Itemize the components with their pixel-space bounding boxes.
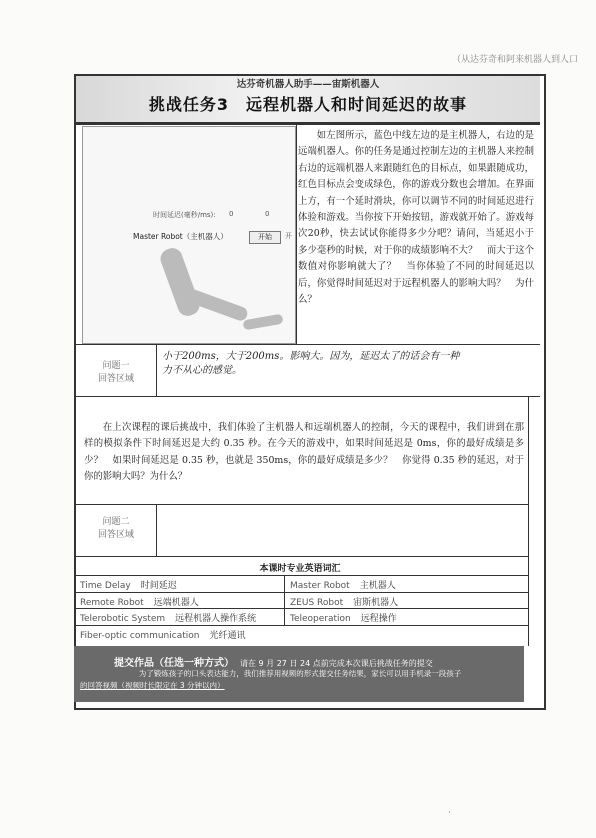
master-robot-label: Master Robot（主机器人） <box>133 232 228 241</box>
divider <box>76 592 528 593</box>
scan-speck: · <box>448 808 451 818</box>
submission-note-2 <box>80 680 225 691</box>
vocab-item <box>80 578 177 591</box>
vocab-chinese: 主机器人 <box>359 581 396 591</box>
game-screenshot <box>82 126 296 344</box>
submission-banner <box>74 646 524 702</box>
title-banner <box>76 76 540 124</box>
vocab-item <box>290 611 397 624</box>
divider <box>284 575 285 625</box>
question1-answer-line2: 力不从心的感觉。 <box>162 365 242 376</box>
vocab-chinese: 远程操作 <box>360 614 397 624</box>
question1-label-line1: 问题一 <box>102 361 130 371</box>
second-paragraph: 在上次课程的课后挑战中，我们体验了主机器人和远端机器人的控制，今天的课程中，我们讲到在那样的模拟条件下时间延迟是大约 0.35 秒。在今天的游戏中，如果时间延迟是 0ms，你的最好成绩是多少？ 如果时间延迟是 0.35 秒，也就是 350ms，你的最好成绩是多少？ 你觉得 0.35 秒的延迟，对于你的影响大吗？为什么？ <box>84 422 524 483</box>
vocab-english: Teleoperation <box>290 614 351 624</box>
divider <box>76 625 528 626</box>
robot-arm-image <box>242 314 283 331</box>
banner-subtitle: 达芬奇机器人助手——宙斯机器人 <box>236 79 380 90</box>
side-char: 开 <box>285 232 292 240</box>
vocab-chinese: 时间延迟 <box>140 581 177 591</box>
divider <box>156 504 157 556</box>
divider <box>76 575 528 576</box>
vocab-item <box>80 628 246 641</box>
delay-value: 0 <box>229 210 234 218</box>
question1-label-line2: 回答区域 <box>97 374 134 384</box>
vocab-english: Telerobotic System <box>80 614 166 624</box>
divider <box>296 124 297 344</box>
question1-label <box>80 360 152 386</box>
question1-answer-line1: 小于200ms，大于200ms。影响大。因为，延迟太了的话会有一种 <box>162 351 460 362</box>
vocab-title: 本课时专业英语词汇 <box>259 564 341 574</box>
divider <box>76 344 540 345</box>
page-title: 挑战任务3 远程机器人和时间延迟的故事 <box>148 95 468 114</box>
intro-paragraph: 如左图所示，蓝色中线左边的是主机器人，右边的是远端机器人。你的任务是通过控制左边的主机器人来控制右边的远端机器人来跟随红色的目标点，如果跟随成功，红色目标点会变成绿色，你的游戏分数也会增加。在界面上方，有一个延时滑块，你可以调节不同的时间延迟进行体验和游戏。当你按下开始按钮，游戏就开始了。游戏每次20秒，快去试试你能得多少分吧？请问，当延迟小于多少毫秒的时候，对于你的成绩影响不大？ 而大于这个数值对你影响就大了？ 当你体验了不同的时间延迟以后，你觉得时间延迟对于远程机器人的影响大吗？ 为什么？ <box>298 130 534 306</box>
submission-heading <box>114 654 433 669</box>
vocab-item <box>80 611 256 624</box>
divider <box>156 344 157 396</box>
submission-title: 提交作品（任选一种方式） <box>114 658 234 669</box>
divider <box>76 396 540 397</box>
vocab-english: Fiber-optic communication <box>80 631 200 641</box>
divider <box>76 608 528 609</box>
delay-slider-label: 时间延迟(毫秒/ms): <box>153 211 216 219</box>
vocab-chinese: 远程机器人操作系统 <box>175 614 257 624</box>
divider <box>528 396 529 646</box>
start-button: 开始 <box>249 231 281 244</box>
question1-answer <box>162 350 534 378</box>
divider <box>76 556 528 557</box>
submission-video-limit: 的回答视频（视频时长限定在 3 分钟以内） <box>80 681 225 690</box>
vocab-chinese: 远端机器人 <box>153 598 199 608</box>
vocab-english: Master Robot <box>290 581 350 591</box>
vocab-item <box>290 578 396 591</box>
robot-arm-image <box>158 245 203 318</box>
question2-label <box>80 516 152 542</box>
question2-label-line2: 回答区域 <box>97 530 134 540</box>
submission-note: 为了锻炼孩子的口头表达能力，我们推荐用视频的形式提交任务结果，家长可以用手机录一段孩子 <box>138 669 462 678</box>
vocab-item <box>80 595 199 608</box>
vocab-chinese: 光纤通讯 <box>209 631 246 641</box>
divider <box>76 504 528 505</box>
vocab-english: Time Delay <box>80 581 131 591</box>
delay-value: 0 <box>265 210 270 218</box>
vocab-english: ZEUS Robot <box>290 598 344 608</box>
question2-label-line1: 问题二 <box>102 517 130 527</box>
vocab-chinese: 宙斯机器人 <box>353 598 399 608</box>
corner-note: （从达芬奇和阿来机器人到人口 <box>451 55 578 65</box>
vocab-item <box>290 595 398 608</box>
divider <box>76 124 540 125</box>
submission-deadline: 请在 9 月 27 日 24 点前完成本次课后挑战任务的提交 <box>240 659 433 668</box>
vocab-english: Remote Robot <box>80 598 144 608</box>
